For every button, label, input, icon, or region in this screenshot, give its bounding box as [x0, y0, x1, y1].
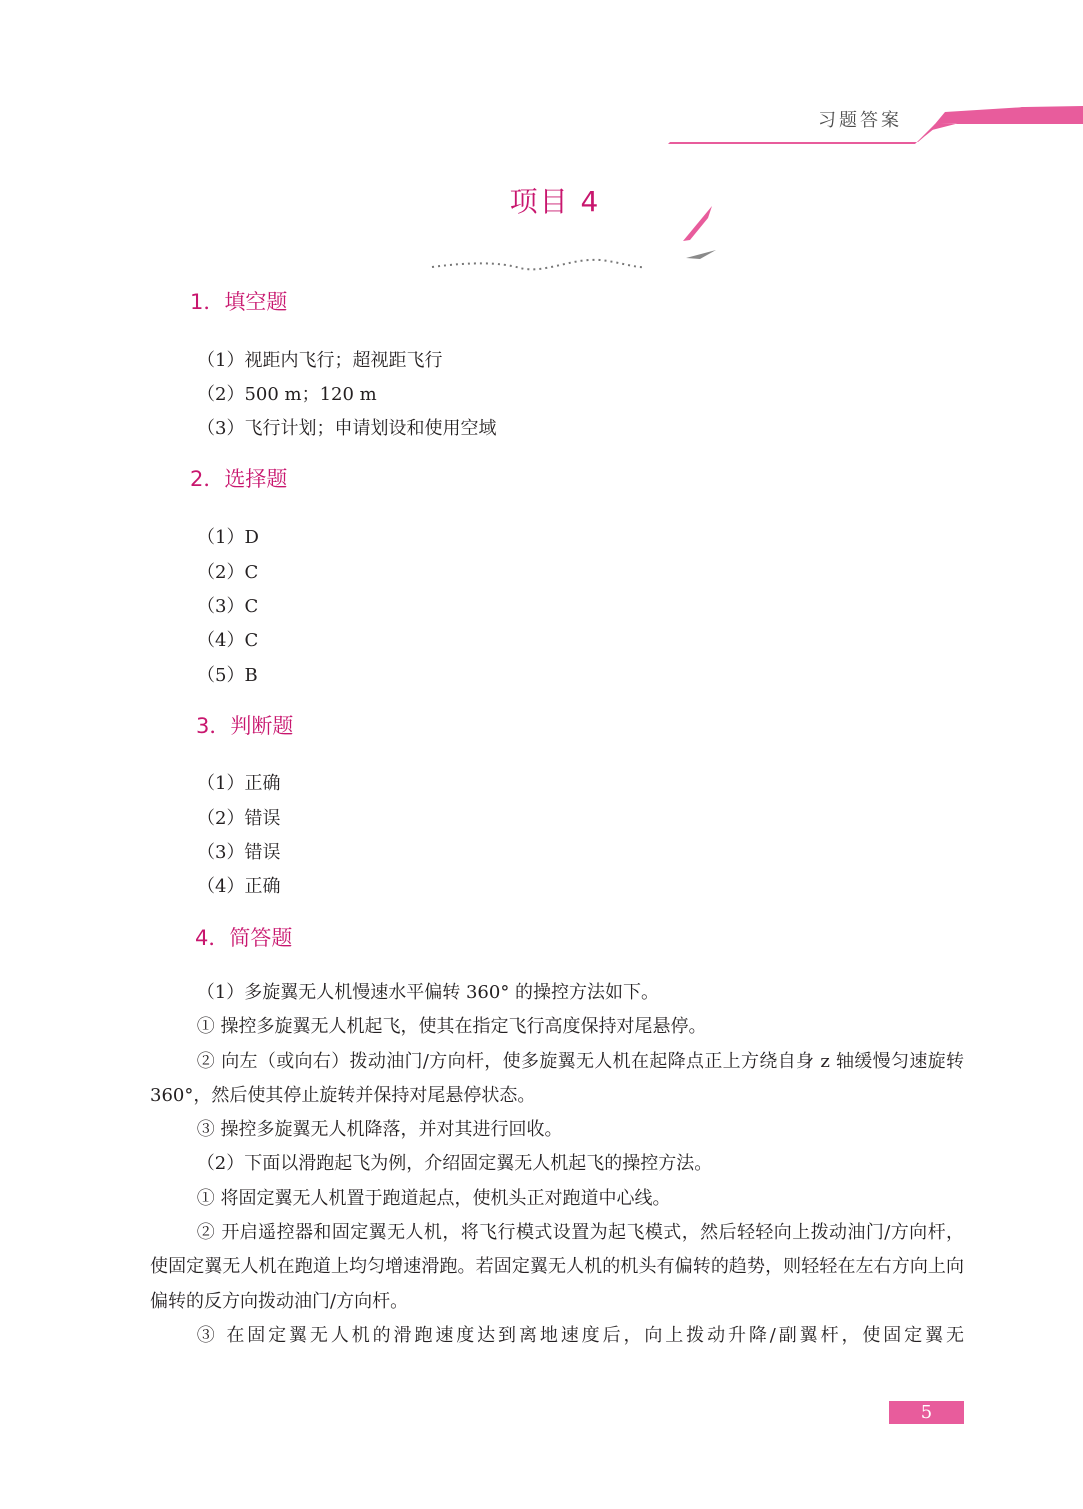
answer-item: （2）C: [197, 562, 259, 583]
pen-shadow-icon: [686, 250, 716, 259]
answer-item: （4）C: [197, 630, 259, 651]
answer-item: （2）500 m；120 m: [197, 384, 377, 405]
section-heading-multiple-choice: 2．选择题: [190, 467, 288, 491]
answer-paragraph: ③ 操控多旋翼无人机降落，并对其进行回收。: [196, 1119, 563, 1141]
answer-item: （1）正确: [197, 773, 281, 794]
answer-item: （4）正确: [197, 876, 281, 897]
answer-paragraph: ② 向左（或向右）拨动油门/方向杆，使多旋翼无人机在起降点正上方绕自身 z 轴缓慢匀速旋转 360°，然后使其停止旋转并保持对尾悬停状态。: [150, 1050, 964, 1106]
answer-item: （3）飞行计划；申请划设和使用空域: [197, 418, 497, 439]
answer-item: （1）D: [197, 527, 259, 548]
chapter-title: 项目 4: [509, 185, 601, 218]
section-heading-fill-blank: 1．填空题: [190, 290, 288, 314]
page-number: 5: [889, 1401, 964, 1424]
answer-item: （1）视距内飞行；超视距飞行: [197, 350, 443, 371]
dotted-wave-ornament: [432, 260, 645, 270]
answer-paragraph: （2）下面以滑跑起飞为例，介绍固定翼无人机起飞的操控方法。: [196, 1153, 713, 1175]
answer-item: （5）B: [197, 665, 258, 686]
header-decoration: [0, 0, 1083, 300]
answer-paragraph: （1）多旋翼无人机慢速水平偏转 360° 的操控方法如下。: [196, 982, 660, 1003]
answer-item: （2）错误: [197, 808, 281, 829]
running-header-title: 习题答案: [818, 110, 902, 131]
answer-paragraph: ① 操控多旋翼无人机起飞，使其在指定飞行高度保持对尾悬停。: [196, 1016, 707, 1038]
answer-paragraph: ① 将固定翼无人机置于跑道起点，使机头正对跑道中心线。: [196, 1187, 671, 1209]
short-answer-body: [150, 976, 964, 1353]
answer-item: （3）错误: [197, 842, 281, 863]
answer-paragraph: ② 开启遥控器和固定翼无人机，将飞行模式设置为起飞模式，然后轻轻向上拨动油门/方向杆，使固定翼无人机在跑道上均匀增速滑跑。若固定翼无人机的机头有偏转的趋势，则轻轻在左右方向上向偏转的反方向拨动油门/方向杆。: [150, 1222, 964, 1312]
section-heading-short-answer: 4．简答题: [195, 926, 293, 950]
answer-paragraph: ③ 在固定翼无人机的滑跑速度达到离地速度后，向上拨动升降/副翼杆，使固定翼无: [196, 1324, 964, 1346]
section-heading-true-false: 3．判断题: [196, 714, 294, 738]
answer-item: （3）C: [197, 596, 259, 617]
